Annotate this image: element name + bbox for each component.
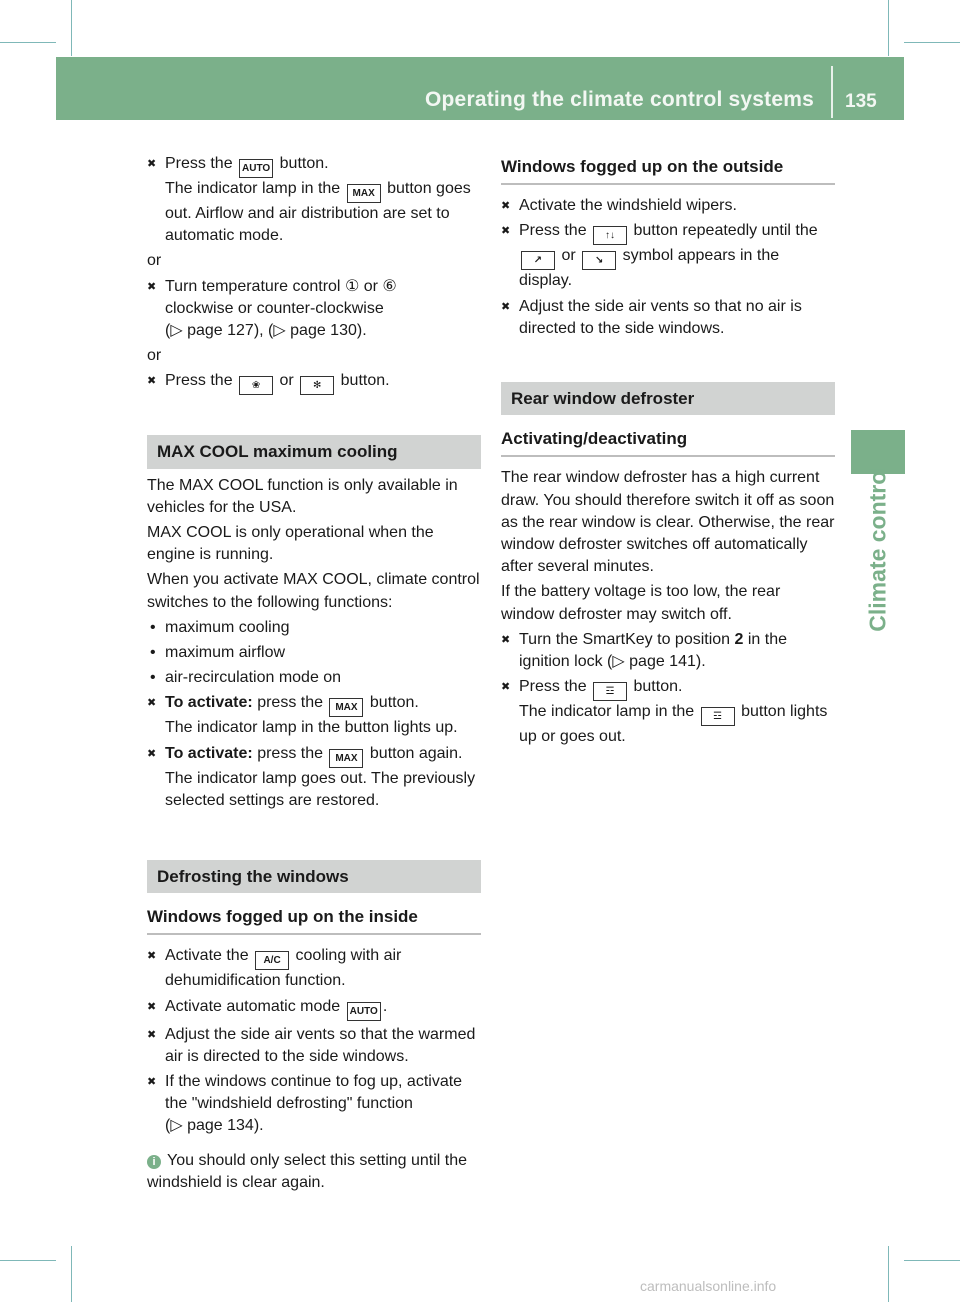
watermark: carmanualsonline.info (640, 1278, 777, 1294)
page-ref-icon: ▷ (170, 1117, 183, 1135)
header-divider (831, 66, 833, 118)
page-ref-icon: ▷ (612, 653, 625, 671)
page-ref-icon: ▷ (170, 322, 183, 340)
ac-button-icon: A/C (255, 951, 289, 970)
step-arrow-icon: ✖ (147, 158, 157, 170)
fan-minus-button-icon: ✻ (300, 376, 334, 395)
section-banner: Defrosting the windows (147, 860, 481, 893)
control-1-icon: ① (344, 277, 360, 295)
list-item: • maximum airflow (150, 644, 286, 662)
crop-mark (71, 1246, 72, 1302)
auto-button-icon: AUTO (347, 1002, 381, 1021)
defrost-max-button-icon: MAX (347, 184, 381, 203)
step-arrow-icon: ✖ (147, 1000, 157, 1013)
section-banner: Rear window defroster (501, 382, 835, 415)
list-item: • air-recirculation mode on (150, 669, 342, 687)
air-distribution-windshield-icon: ↗ (521, 251, 555, 270)
info-note: i You should only select this setting until the windshield is clear again. (147, 1151, 468, 1191)
crop-mark (904, 1260, 960, 1261)
step-arrow-icon: ✖ (147, 697, 157, 710)
left-column (147, 150, 481, 1197)
subsection-heading: Windows fogged up on the inside (147, 903, 481, 935)
step-arrow-icon: ✖ (501, 200, 511, 213)
paragraph: MAX COOL is only operational when the engine is running. (147, 524, 434, 564)
step: ✖ Activate the A/C cooling with air dehumidification function. (147, 947, 402, 990)
max-cool-button-icon: MAX (329, 698, 363, 717)
step: ✖ Turn the SmartKey to position 2 in the ignition lock (▷ page 141). (501, 630, 788, 671)
air-distribution-button-icon: ↑↓ (593, 226, 627, 245)
step: ✖ To activate: press the MAX button again. The indicator lamp goes out. The previously selected settings are restored. (147, 744, 476, 809)
step: ✖ Press the AUTO button. The indicator lamp in the MAX button goes out. Airflow and air distribution are set to automatic mode. (147, 155, 471, 245)
step: ✖ Activate automatic mode AUTO . (147, 996, 481, 1021)
paragraph: The rear window defroster has a high current draw. You should therefore switch it off as soon as the rear window is clear. Otherwise, the rear window defroster switches off automatically after several minutes. (501, 469, 835, 576)
step-arrow-icon: ✖ (147, 950, 157, 963)
step-arrow-icon: ✖ (501, 225, 511, 238)
list-item: • maximum cooling (150, 618, 290, 636)
step-arrow-icon: ✖ (147, 280, 157, 293)
paragraph: When you activate MAX COOL, climate control switches to the following functions: (147, 571, 480, 611)
step: ✖ Press the ↑↓ button repeatedly until the ↗ or ↘ symbol appears in the display. (501, 222, 818, 290)
step: ✖ Adjust the side air vents so that no air is directed to the side windows. (501, 297, 802, 337)
fan-plus-button-icon: ❀ (239, 376, 273, 395)
page-title: Operating the climate control systems (425, 88, 815, 111)
step: ✖ Turn temperature control ① or ⑥ clockwise or counter-clockwise (▷ page 127), (▷ page 130). (147, 277, 397, 340)
step-arrow-icon: ✖ (501, 633, 511, 646)
step-arrow-icon: ✖ (147, 375, 157, 388)
auto-button-icon: AUTO (239, 159, 273, 178)
crop-mark (71, 0, 72, 56)
step: ✖ To activate: press the MAX button. The indicator lamp in the button lights up. (147, 694, 458, 737)
subsection-heading: Windows fogged up on the outside (501, 153, 835, 185)
paragraph: If the battery voltage is too low, the rear window defroster may switch off. (501, 583, 781, 623)
or-text: or (147, 347, 162, 365)
max-cool-button-icon: MAX (329, 749, 363, 768)
step: ✖ Press the ☲ button. The indicator lamp in the ☲ button lights up or goes out. (501, 678, 828, 746)
step-arrow-icon: ✖ (147, 1028, 157, 1041)
page-ref-icon: ▷ (273, 322, 286, 340)
step: ✖ Press the ❀ or ✻ button. (147, 370, 481, 395)
crop-mark (0, 1260, 56, 1261)
crop-mark (904, 42, 960, 43)
step: ✖ Activate the windshield wipers. (501, 195, 835, 217)
crop-mark (0, 42, 56, 43)
rear-defrost-button-icon: ☲ (593, 682, 627, 701)
rear-defrost-button-icon: ☲ (701, 707, 735, 726)
crop-mark (888, 1246, 889, 1302)
step-arrow-icon: ✖ (147, 747, 157, 760)
crop-mark (888, 0, 889, 56)
chapter-label: Climate control (864, 464, 891, 632)
page-number: 135 (845, 91, 877, 112)
info-icon: i (147, 1155, 161, 1169)
step-arrow-icon: ✖ (501, 681, 511, 694)
or-text: or (147, 252, 162, 270)
section-banner: MAX COOL maximum cooling (147, 435, 481, 468)
subsection-heading: Activating/deactivating (501, 425, 835, 457)
step-arrow-icon: ✖ (501, 300, 511, 313)
control-6-icon: ⑥ (382, 277, 397, 295)
right-column (501, 150, 835, 751)
step: ✖ Adjust the side air vents so that the warmed air is directed to the side windows. (147, 1025, 476, 1065)
step-arrow-icon: ✖ (147, 1076, 157, 1089)
step: ✖ If the windows continue to fog up, activate the "windshield defrosting" function (▷ page 134). (147, 1073, 463, 1135)
paragraph: The MAX COOL function is only available in vehicles for the USA. (147, 476, 458, 516)
air-distribution-footwell-icon: ↘ (582, 251, 616, 270)
